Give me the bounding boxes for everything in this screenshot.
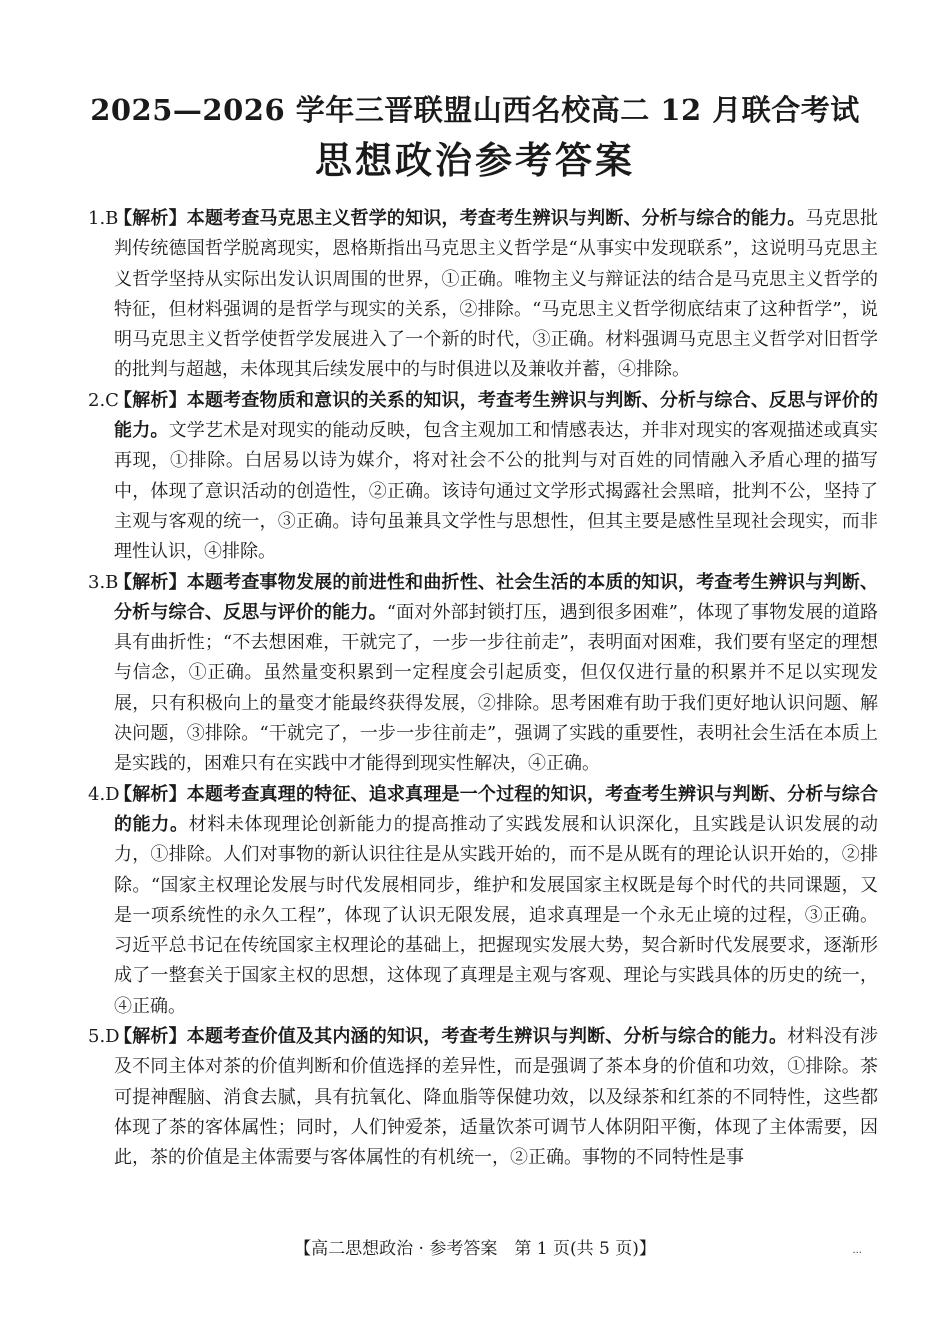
subject-title: 思想政治参考答案 (315, 138, 635, 182)
answer-item (88, 568, 878, 780)
answer-text: 马克思批判传统德国哲学脱离现实，恩格斯指出马克思主义哲学是“从事实中发现联系”，这说明马克思主义哲学坚持从实际出发认识周围的世界，①正确。唯物主义与辩证法的结合是马克思主义哲学的特征，但材料强调的是哲学与现实的关系，②排除。“马克思主义哲学彻底结束了这种哲学”，说明马克思主义哲学使哲学发展进入了一个新的时代，③正确。材料强调马克思主义哲学对旧哲学的批判与超越，未体现其后续发展中的与时俱进以及兼收并蓄，④排除。 (114, 208, 879, 381)
answer-text: 文学艺术是对现实的能动反映，包含主观加工和情感表达，并非对现实的客观描述或真实再现，①排除。白居易以诗为媒介，将对社会不公的批判与对百姓的同情融入矛盾心理的描写中，体现了意识活动的创造性，②正确。该诗句通过文学形式揭露社会黑暗，批判不公，坚持了主观与客观的统一，③正确。诗句虽兼具文学性与思想性，但其主要是感性呈现社会现实，而非理性认识，④排除。 (114, 420, 879, 563)
answer-lead: 本题考查事物发展的前进性和曲折性、社会生活的本质的知识，考查考生辨识与判断、分析与综合、反思与评价的能力。 (114, 571, 878, 623)
answer-number: 4.D (88, 783, 120, 805)
analysis-tag: 【解析】 (114, 389, 187, 411)
answer-text: “面对外部封锁打压，遇到很多困难”，体现了事物发展的道路具有曲折性；“不去想困难，干就完了，一步一步往前走”，表明面对困难，我们要有坚定的理想与信念，①正确。虽然量变积累到一定程度会引起质变，但仅仅进行量的积累并不足以实现发展，只有积极向上的量变才能最终获得发展，②排除。思考困难有助于我们更好地认识问题、解决问题，③排除。“干就完了，一步一步往前走”，强调了实践的重要性，表明社会生活在本质上是实践的，困难只有在实践中才能得到现实性解决，④正确。 (114, 601, 879, 775)
answer-number: 2.C (88, 389, 119, 411)
answer-item (88, 386, 878, 568)
analysis-tag: 【解析】 (114, 783, 187, 805)
answer-number: 1.B (88, 208, 119, 229)
answer-lead: 本题考查真理的特征、追求真理是一个过程的知识，考查考生辨识与判断、分析与综合的能力。 (114, 783, 878, 835)
analysis-tag: 【解析】 (114, 1026, 187, 1048)
analysis-tag: 【解析】 (114, 208, 187, 229)
answer-number: 5.D (88, 1026, 120, 1048)
answer-item (88, 1022, 878, 1173)
answer-item (88, 780, 878, 1022)
exam-title: 2025—2026 学年三晋联盟山西名校高二 12 月联合考试 (90, 93, 860, 127)
answer-text: 材料未体现理论创新能力的提高推动了实践发展和认识深化，且实践是认识发展的动力，①排除。人们对事物的新认识往往是从实践开始的，而不是从既有的理论认识开始的，②排除。“国家主权理论发展与时代发展相同步，维护和发展国家主权既是每个时代的共同课题，又是一项系统性的永久工程”，体现了认识无限发展，追求真理是一个永无止境的过程，③正确。习近平总书记在传统国家主权理论的基础上，把握现实发展大势，契合新时代发展要求，逐渐形成了一整套关于国家主权的思想，这体现了真理是主观与客观、理论与实践具体的历史的统一，④正确。 (114, 813, 879, 1017)
answer-lead: 本题考查价值及其内涵的知识，考查考生辨识与判断、分析与综合的能力。 (186, 1026, 788, 1048)
answers-body (88, 204, 878, 1174)
answer-lead: 本题考查物质和意识的关系的知识，考查考生辨识与判断、分析与综合、反思与评价的能力。 (114, 389, 878, 442)
answer-lead: 本题考查马克思主义哲学的知识，考查考生辨识与判断、分析与综合的能力。 (186, 208, 806, 229)
answer-item (88, 204, 878, 386)
analysis-tag: 【解析】 (114, 571, 187, 593)
answer-number: 3.B (88, 571, 119, 593)
answer-text: 材料没有涉及不同主体对茶的价值判断和价值选择的差异性，而是强调了茶本身的价值和功效，①排除。茶可提神醒脑、消食去腻，具有抗氧化、降血脂等保健功效，以及绿茶和红茶的不同特性，这些都体现了茶的客体属性；同时，人们钟爱茶，适量饮茶可调节人体阴阳平衡，体现了主体需要，因此，茶的价值是主体需要与客体属性的有机统一，②正确。事物的不同特性是事 (114, 1026, 878, 1169)
corner-mark: ... (852, 1245, 862, 1256)
page-footer: 【高二思想政治 · 参考答案 第 1 页(共 5 页)】 (294, 1239, 656, 1259)
